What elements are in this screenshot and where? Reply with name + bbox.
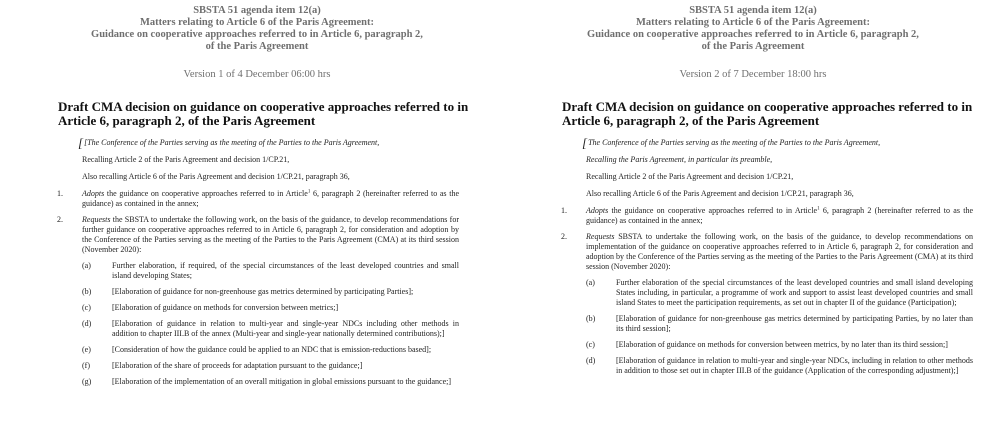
agenda-header — [22, 5, 492, 53]
sub-label: (b) — [586, 314, 596, 323]
header-line: of the Paris Agreement — [701, 41, 805, 52]
sub-text: Further elaboration, if required, of the special circumstances of the least developed countries and small island developing States; — [112, 261, 459, 280]
sub-text: Further elaboration of the special circumstances of the least developed countries and small island developing States including, in particular, a programme of work and support to assist least developed countries and small island States to meet the participation requirements, as set out in chapter II of the guidance (Participation); — [616, 278, 973, 307]
text-run: the guidance on cooperative approaches referred to in Article — [608, 206, 818, 215]
preamble: Recalling Article 2 of the Paris Agreement and decision 1/CP.21, — [82, 155, 290, 164]
header-line: SBSTA 51 agenda item 12(a) — [689, 5, 817, 16]
subparagraph — [586, 314, 973, 334]
footnote-mark: 1 — [817, 206, 820, 212]
subparagraph — [586, 356, 973, 376]
paragraph-number: 1. — [561, 206, 567, 215]
draft-title: Draft CMA decision on guidance on cooperative approaches referred to in Article 6, paragraph 2, of the Paris Agreement — [562, 99, 973, 128]
header-line: Guidance on cooperative approaches referred to in Article 6, paragraph 2, — [587, 29, 919, 40]
sub-text: [Consideration of how the guidance could be applied to an NDC that is emission-reductions based]; — [112, 345, 432, 354]
subparagraph — [586, 278, 973, 308]
operative-paragraph-1 — [561, 206, 973, 226]
subparagraph — [82, 261, 459, 281]
sub-label: (c) — [82, 303, 91, 312]
preamble — [561, 135, 973, 150]
paragraph-text — [82, 215, 459, 255]
preamble: Also recalling Article 6 of the Paris Agreement and decision 1/CP.21, paragraph 36, — [586, 189, 854, 198]
preamble — [561, 155, 973, 165]
text-run: the guidance on cooperative approaches referred to in Article — [104, 189, 308, 198]
paragraph-text — [586, 232, 973, 272]
sub-text: [Elaboration of the implementation of an overall mitigation in global emissions pursuant to the guidance;] — [112, 377, 452, 386]
sub-text: [Elaboration of guidance for non-greenhouse gas metrics determined by participating Parties]; — [112, 287, 414, 296]
document-version-2 — [503, 0, 1000, 423]
text-run: 6, paragraph 2 (hereinafter referred to as the guidance) as contained in the annex; — [586, 206, 973, 225]
subparagraph — [586, 340, 973, 350]
paragraph-number: 2. — [57, 215, 63, 224]
bracket-mark: [ — [582, 135, 588, 150]
operative-paragraph-1 — [57, 189, 459, 209]
text-run: 6, paragraph 2 (hereinafter referred to as the guidance) as contained in the annex; — [82, 189, 459, 208]
preamble: Also recalling Article 6 of the Paris Agreement and decision 1/CP.21, paragraph 36, — [82, 172, 350, 181]
paragraph-text — [586, 206, 973, 226]
operative-paragraph-2 — [561, 232, 973, 272]
paragraph-number: 2. — [561, 232, 567, 241]
subparagraph — [82, 377, 459, 387]
version-line: Version 2 of 7 December 18:00 hrs — [679, 69, 827, 80]
subparagraph — [82, 319, 459, 339]
header-line: of the Paris Agreement — [205, 41, 309, 52]
header-line: SBSTA 51 agenda item 12(a) — [193, 5, 321, 16]
paragraph-number: 1. — [57, 189, 63, 198]
sub-label: (b) — [82, 287, 92, 296]
document-version-1 — [0, 0, 497, 423]
preamble: Recalling Article 2 of the Paris Agreement and decision 1/CP.21, — [586, 172, 794, 181]
operative-paragraph-2 — [57, 215, 459, 255]
lead-verb: Adopts — [82, 189, 105, 198]
bracket-mark: [ — [78, 135, 84, 150]
preamble — [57, 135, 459, 150]
sub-label: (c) — [586, 340, 595, 349]
footnote-mark: 1 — [307, 189, 311, 195]
lead-verb: Requests — [586, 232, 615, 241]
sub-text: [Elaboration of guidance on methods for conversion between metrics;] — [112, 303, 339, 312]
header-line: Matters relating to Article 6 of the Paris Agreement: — [635, 17, 871, 28]
text-run: SBSTA to undertake the following work, on the basis of the guidance, to develop recommendations on implementation of the guidance on cooperative approaches referred to in Article 6, paragraph 2, for consideration and adoption by the Conference of the Parties serving as the meeting of the Parties to the Paris Agreement (CMA) at its third session (November 2020): — [586, 232, 973, 271]
subparagraph — [82, 345, 459, 355]
subparagraph — [82, 361, 459, 371]
version-line: Version 1 of 4 December 06:00 hrs — [183, 69, 331, 80]
sub-text: [Elaboration of guidance on methods for conversion between metrics, by no later than its third session;] — [616, 340, 948, 349]
header-line: Matters relating to Article 6 of the Paris Agreement: — [139, 17, 375, 28]
subparagraph — [82, 287, 459, 297]
sub-label: (d) — [82, 319, 92, 328]
agenda-header — [511, 5, 995, 53]
decision-body — [561, 135, 973, 376]
preamble-text: Recalling the Paris Agreement, in particular its preamble, — [586, 155, 773, 164]
sub-label: (g) — [82, 377, 92, 386]
decision-body — [57, 135, 459, 387]
lead-verb: Requests — [82, 215, 111, 224]
preamble-text: [The Conference of the Parties serving as the meeting of the Parties to the Paris Agreement, — [84, 138, 380, 147]
sub-label: (a) — [82, 261, 91, 270]
sub-label: (a) — [586, 278, 595, 287]
sub-text: [Elaboration of guidance in relation to multi-year and single-year NDCs, including in relation to other methods in addition to those set out in chapter III.B of the guidance (Application of the corresponding adjustment);] — [616, 356, 973, 375]
subparagraph — [82, 303, 459, 313]
text-run: the SBSTA to undertake the following work, on the basis of the guidance, to develop recommendations for further guidance on cooperative approaches referred to in Article 6, paragraph 2, for consideration and adoption by the Conference of the Parties serving as the meeting of the Parties to the Paris Agreement (CMA) at its third session (November 2020): — [82, 215, 459, 254]
lead-verb: Adopts — [586, 206, 609, 215]
sub-text: [Elaboration of guidance in relation to multi-year and single-year NDCs including other methods in addition to chapter III.B of the annex (Multi-year and single-year nationally determined contributions);] — [112, 319, 459, 338]
header-line: Guidance on cooperative approaches referred to in Article 6, paragraph 2, — [91, 29, 423, 40]
draft-title: Draft CMA decision on guidance on cooperative approaches referred to in Article 6, paragraph 2, of the Paris Agreement — [58, 99, 469, 128]
paragraph-text — [82, 189, 459, 209]
sub-text: [Elaboration of guidance for non-greenhouse gas metrics determined by participating Parties, by no later than its third session]; — [616, 314, 973, 333]
sub-label: (f) — [82, 361, 90, 370]
preamble-text: The Conference of the Parties serving as the meeting of the Parties to the Paris Agreement, — [588, 138, 881, 147]
sub-text: [Elaboration of the share of proceeds for adaptation pursuant to the guidance;] — [112, 361, 363, 370]
sub-label: (d) — [586, 356, 596, 365]
sub-label: (e) — [82, 345, 91, 354]
